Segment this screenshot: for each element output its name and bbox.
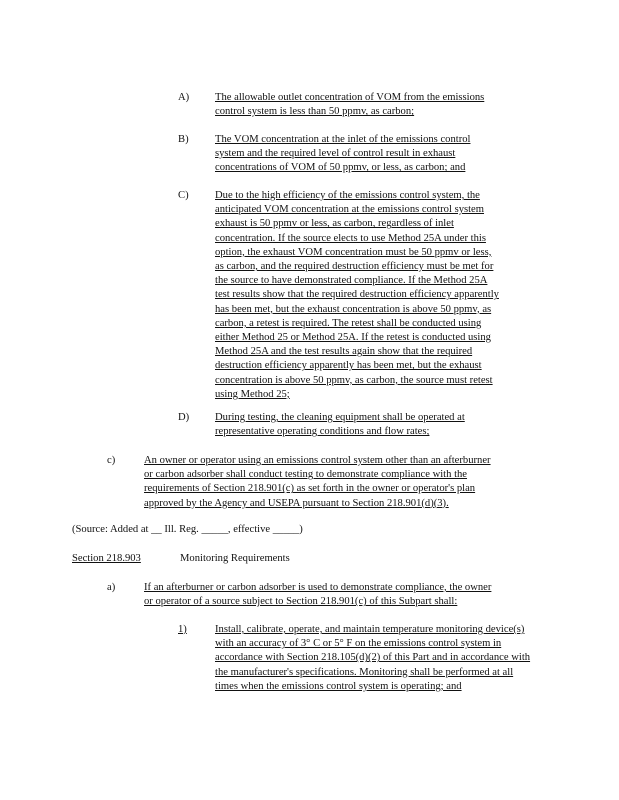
item-text: [215, 91, 535, 119]
source-note-text: (Source: Added at __ Ill. Reg. _____, effective _____): [72, 524, 303, 535]
section-title: Monitoring Requirements: [180, 553, 290, 564]
text-line: approved by the Agency and USEPA pursuant to Section 218.901(d)(3).: [144, 497, 449, 509]
text-line: concentration is above 50 ppmv, as carbon, the source must retest: [215, 374, 493, 386]
item-text: [215, 411, 535, 439]
text-line: concentration. If the source elects to use Method 25A under this: [215, 232, 486, 244]
text-line: During testing, the cleaning equipment shall be operated at: [215, 412, 465, 423]
text-line: Method 25A and the test results again show that the required: [215, 346, 473, 358]
text-line: times when the emissions control system is operating; and: [215, 680, 462, 692]
text-line: the manufacturer's specifications. Monitoring shall be performed at all: [215, 666, 514, 678]
text-line: representative operating conditions and flow rates;: [215, 426, 430, 438]
text-line: destruction efficiency apparently has been met, but the exhaust: [215, 360, 482, 372]
text-line: test results show that the required destruction efficiency apparently: [215, 289, 499, 301]
text-line: option, the exhaust VOM concentration must be 50 ppmv or less,: [215, 246, 492, 258]
item-text: [215, 133, 535, 176]
text-line: or carbon adsorber shall conduct testing to demonstrate compliance with the: [144, 469, 468, 481]
text-line: as carbon, and the required destruction efficiency must be met for: [215, 261, 494, 273]
item-text: [215, 189, 545, 402]
item-text: [144, 454, 544, 511]
section-number: Section 218.903: [72, 553, 141, 564]
text-line: requirements of Section 218.901(c) as set forth in the owner or operator's plan: [144, 483, 476, 495]
source-note: [72, 523, 303, 537]
item-label: A): [178, 92, 190, 103]
text-line: concentrations of VOM of 50 ppmv, or less, as carbon; and: [215, 162, 466, 174]
text-line: the source to have demonstrated compliance. If the Method 25A: [215, 275, 488, 287]
text-line: The VOM concentration at the inlet of the emissions control: [215, 134, 471, 145]
item-label: 1): [178, 624, 187, 635]
item-label: D): [178, 412, 190, 423]
item-label: a): [107, 582, 116, 593]
text-line: exhaust is 50 ppmv or less, as carbon, regardless of inlet: [215, 218, 454, 230]
text-line: system and the required level of control result in exhaust: [215, 148, 456, 160]
text-line: has been met, but the exhaust concentration is above 50 ppmv, as: [215, 303, 492, 315]
text-line: either Method 25 or Method 25A. If the retest is conducted using: [215, 332, 491, 344]
text-line: or operator of a source subject to Section 218.901(c) of this Subpart shall:: [144, 596, 458, 608]
text-line: An owner or operator using an emissions control system other than an afterburner: [144, 455, 491, 466]
item-label: B): [178, 134, 189, 145]
text-line: Install, calibrate, operate, and maintain temperature monitoring device(s): [215, 624, 525, 635]
text-line: anticipated VOM concentration at the emissions control system: [215, 204, 485, 216]
text-line: control system is less than 50 ppmv, as carbon;: [215, 106, 415, 118]
item-text: [215, 623, 545, 694]
text-line: accordance with Section 218.105(d)(2) of this Part and in accordance with: [215, 652, 531, 664]
text-line: The allowable outlet concentration of VOM from the emissions: [215, 92, 485, 103]
text-line: If an afterburner or carbon adsorber is used to demonstrate compliance, the owner: [144, 582, 492, 593]
item-text: [144, 581, 544, 609]
item-label: C): [178, 190, 189, 201]
text-line: carbon, a retest is required. The retest shall be conducted using: [215, 317, 482, 329]
item-label: c): [107, 455, 116, 466]
text-line: Due to the high efficiency of the emissions control system, the: [215, 190, 480, 201]
text-line: using Method 25;: [215, 388, 290, 400]
text-line: with an accuracy of 3° C or 5° F on the emissions control system in: [215, 638, 502, 650]
